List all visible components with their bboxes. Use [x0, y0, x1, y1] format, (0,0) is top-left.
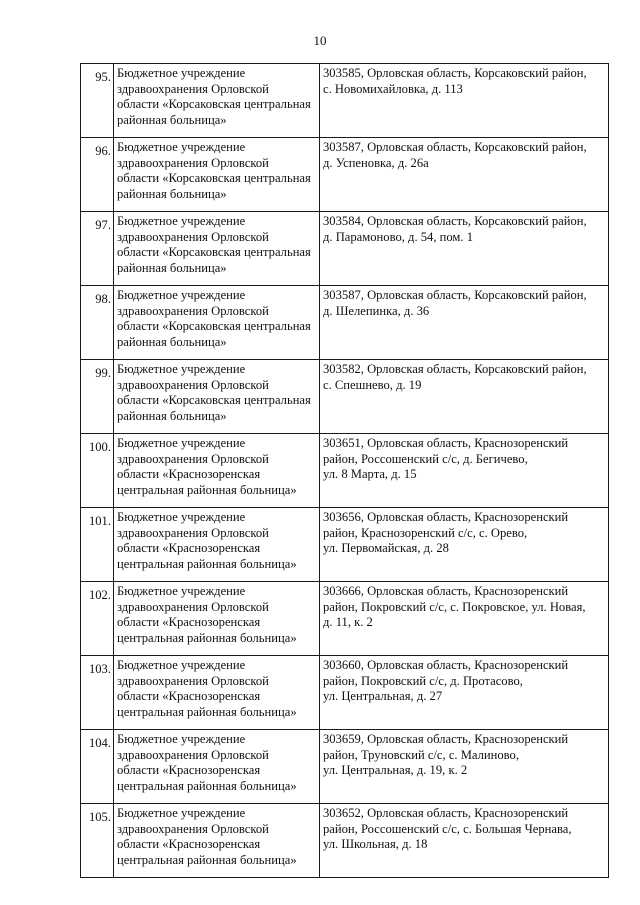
institution-address	[320, 804, 609, 878]
address-line: 303666, Орловская область, Краснозоренский	[323, 584, 569, 598]
address-line: 303582, Орловская область, Корсаковский район,	[323, 362, 587, 376]
institution-name-line: области «Краснозоренская	[117, 541, 261, 555]
address-line: д. Успеновка, д. 26а	[323, 155, 429, 170]
address-line: д. 11, к. 2	[323, 615, 373, 629]
address-line: 303659, Орловская область, Краснозоренский	[323, 732, 569, 746]
address-line: ул. 8 Марта, д. 15	[323, 467, 417, 481]
address-line: 303587, Орловская область, Корсаковский район,	[323, 288, 587, 302]
institution-address	[320, 434, 609, 508]
institution-name-line: здравоохранения Орловской	[117, 673, 269, 688]
institution-name-line: области «Краснозоренская	[117, 689, 261, 703]
institution-name	[114, 508, 320, 582]
address-line: 303651, Орловская область, Краснозоренский	[323, 436, 569, 450]
institution-name-line: здравоохранения Орловской	[117, 599, 269, 614]
institution-name-line: центральная районная больница»	[117, 482, 297, 497]
institution-name-line: здравоохранения Орловской	[117, 229, 269, 244]
institution-name	[114, 656, 320, 730]
row-number: 99.	[81, 360, 114, 434]
address-line: с. Спешнево, д. 19	[323, 377, 422, 392]
address-line: район, Краснозоренский с/с, с. Орево,	[323, 525, 528, 540]
institution-name-line: районная больница»	[117, 260, 227, 275]
institution-name-line: районная больница»	[117, 186, 227, 201]
table-row	[81, 730, 609, 804]
institution-name-line: области «Корсаковская центральная	[117, 319, 311, 333]
institution-name	[114, 286, 320, 360]
address-line: район, Россошенский с/с, с. Большая Чернава,	[323, 821, 572, 836]
institution-name-line: центральная районная больница»	[117, 852, 297, 867]
institution-address	[320, 138, 609, 212]
institution-name-line: Бюджетное учреждение	[117, 510, 246, 524]
institution-name-line: Бюджетное учреждение	[117, 140, 246, 154]
address-line: 303652, Орловская область, Краснозоренский	[323, 806, 569, 820]
institution-name-line: здравоохранения Орловской	[117, 377, 269, 392]
table-row	[81, 434, 609, 508]
institution-name-line: Бюджетное учреждение	[117, 436, 246, 450]
table-row	[81, 286, 609, 360]
address-line: д. Парамоново, д. 54, пом. 1	[323, 229, 473, 244]
row-number: 100.	[81, 434, 114, 508]
row-number: 105.	[81, 804, 114, 878]
institution-name-line: центральная районная больница»	[117, 778, 297, 793]
institution-name-line: районная больница»	[117, 334, 227, 349]
table-row	[81, 64, 609, 138]
row-number: 97.	[81, 212, 114, 286]
institution-name	[114, 360, 320, 434]
institution-name-line: центральная районная больница»	[117, 630, 297, 645]
address-line: район, Покровский с/с, с. Покровское, ул. Новая,	[323, 599, 586, 614]
institution-name-line: Бюджетное учреждение	[117, 362, 246, 376]
address-line: ул. Первомайская, д. 28	[323, 541, 449, 555]
institution-name-line: здравоохранения Орловской	[117, 155, 269, 170]
table-row	[81, 582, 609, 656]
institution-address	[320, 360, 609, 434]
address-line: д. Шелепинка, д. 36	[323, 303, 430, 318]
institution-name	[114, 804, 320, 878]
institution-name	[114, 582, 320, 656]
row-number: 102.	[81, 582, 114, 656]
address-line: ул. Школьная, д. 18	[323, 837, 428, 851]
row-number: 95.	[81, 64, 114, 138]
institution-name-line: области «Корсаковская центральная	[117, 245, 311, 259]
institution-name-line: области «Краснозоренская	[117, 615, 261, 629]
institution-name-line: районная больница»	[117, 408, 227, 423]
row-number: 101.	[81, 508, 114, 582]
institution-name-line: Бюджетное учреждение	[117, 806, 246, 820]
institution-address	[320, 656, 609, 730]
address-line: ул. Центральная, д. 19, к. 2	[323, 763, 468, 777]
address-line: 303584, Орловская область, Корсаковский район,	[323, 214, 587, 228]
address-line: район, Труновский с/с, с. Малиново,	[323, 747, 519, 762]
institution-name-line: Бюджетное учреждение	[117, 658, 246, 672]
institution-address	[320, 730, 609, 804]
table-row	[81, 656, 609, 730]
institution-name-line: Бюджетное учреждение	[117, 584, 246, 598]
institution-address	[320, 508, 609, 582]
institution-name-line: области «Краснозоренская	[117, 467, 261, 481]
row-number: 104.	[81, 730, 114, 804]
institution-name	[114, 138, 320, 212]
institution-name-line: центральная районная больница»	[117, 704, 297, 719]
address-line: район, Россошенский с/с, д. Бегичево,	[323, 451, 528, 466]
row-number: 98.	[81, 286, 114, 360]
institution-address	[320, 582, 609, 656]
institution-name-line: здравоохранения Орловской	[117, 451, 269, 466]
institution-name	[114, 730, 320, 804]
table-row	[81, 138, 609, 212]
address-line: 303585, Орловская область, Корсаковский район,	[323, 66, 587, 80]
institution-name	[114, 64, 320, 138]
address-line: ул. Центральная, д. 27	[323, 689, 443, 703]
institution-name-line: Бюджетное учреждение	[117, 66, 246, 80]
institution-name	[114, 434, 320, 508]
institution-name-line: Бюджетное учреждение	[117, 288, 246, 302]
institution-address	[320, 286, 609, 360]
institution-address	[320, 212, 609, 286]
institution-name-line: центральная районная больница»	[117, 556, 297, 571]
institution-name-line: области «Краснозоренская	[117, 837, 261, 851]
table-row	[81, 508, 609, 582]
institution-name-line: районная больница»	[117, 112, 227, 127]
address-line: 303587, Орловская область, Корсаковский район,	[323, 140, 587, 154]
address-line: 303660, Орловская область, Краснозоренский	[323, 658, 569, 672]
table-row	[81, 360, 609, 434]
institution-name-line: Бюджетное учреждение	[117, 214, 246, 228]
address-line: район, Покровский с/с, д. Протасово,	[323, 673, 523, 688]
institution-name-line: здравоохранения Орловской	[117, 525, 269, 540]
institution-name	[114, 212, 320, 286]
institution-name-line: области «Корсаковская центральная	[117, 171, 311, 185]
institution-name-line: здравоохранения Орловской	[117, 747, 269, 762]
page-number: 10	[313, 33, 327, 48]
institutions-table	[80, 63, 609, 878]
institution-name-line: здравоохранения Орловской	[117, 821, 269, 836]
row-number: 96.	[81, 138, 114, 212]
address-line: 303656, Орловская область, Краснозоренский	[323, 510, 569, 524]
institution-name-line: области «Краснозоренская	[117, 763, 261, 777]
table-row	[81, 804, 609, 878]
institution-name-line: области «Корсаковская центральная	[117, 393, 311, 407]
institution-name-line: области «Корсаковская центральная	[117, 97, 311, 111]
row-number: 103.	[81, 656, 114, 730]
table-row	[81, 212, 609, 286]
institution-name-line: Бюджетное учреждение	[117, 732, 246, 746]
institution-name-line: здравоохранения Орловской	[117, 303, 269, 318]
institution-address	[320, 64, 609, 138]
address-line: с. Новомихайловка, д. 113	[323, 81, 463, 96]
table-body	[81, 64, 609, 878]
institution-name-line: здравоохранения Орловской	[117, 81, 269, 96]
